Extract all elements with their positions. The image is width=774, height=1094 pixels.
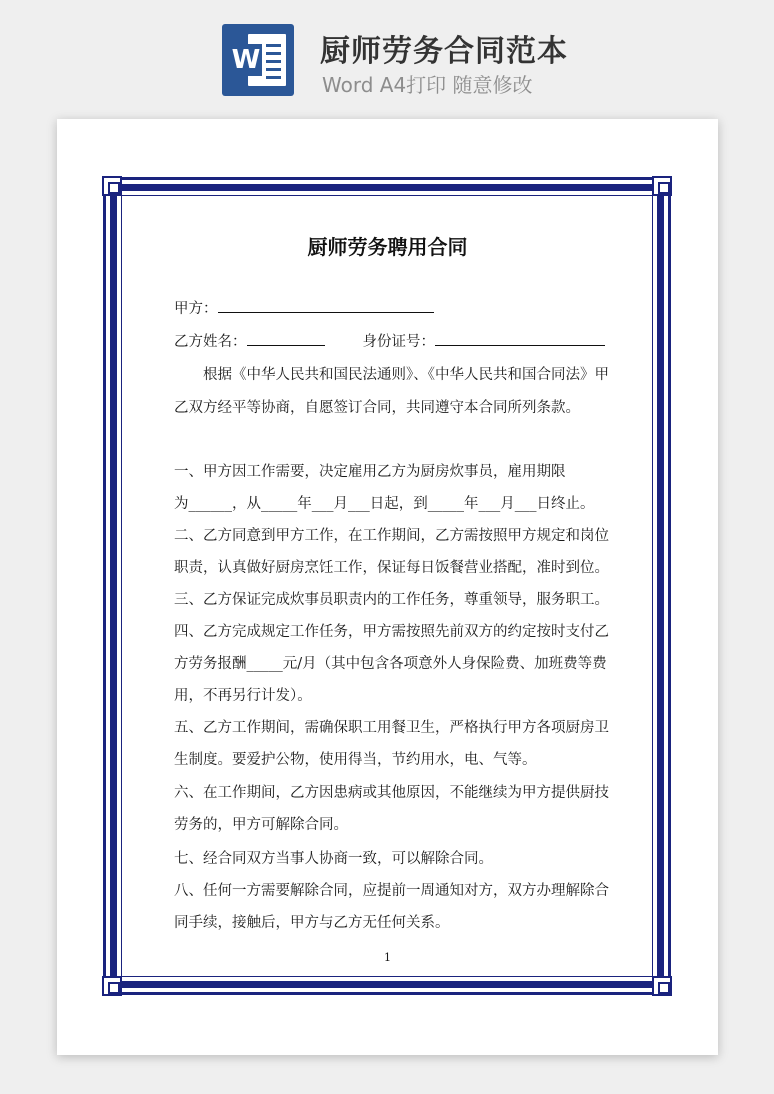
clause-1-line-2: 为______，从_____年___月___日起，到_____年___月___日终止。 [174, 496, 595, 512]
party-a-blank[interactable] [218, 311, 434, 313]
clause-4-line-2: 方劳务报酬_____元/月（其中包含各项意外人身保险费、加班费等费 [174, 656, 607, 672]
party-a-line [174, 297, 434, 318]
clause-5-line-1: 五、乙方工作期间，需确保职工用餐卫生，严格执行甲方各项厨房卫 [174, 720, 609, 736]
clause-8-line-1: 八、任何一方需要解除合同，应提前一周通知对方，双方办理解除合 [174, 883, 609, 899]
document-title: 厨师劳务聘用合同 [307, 235, 468, 259]
word-document-icon [222, 24, 294, 96]
party-b-name-label: 乙方姓名： [174, 334, 247, 350]
clause-4-line-1: 四、乙方完成规定工作任务，甲方需按照先前双方的约定按时支付乙 [174, 624, 609, 640]
clause-3-line-1: 三、乙方保证完成炊事员职责内的工作任务，尊重领导，服务职工。 [174, 592, 609, 608]
page-subtitle: Word A4打印 随意修改 [322, 73, 533, 97]
document-content [57, 119, 718, 1055]
clause-2-line-1: 二、乙方同意到甲方工作，在工作期间，乙方需按照甲方规定和岗位 [174, 528, 609, 544]
id-number-blank[interactable] [435, 344, 605, 346]
party-a-label: 甲方： [174, 301, 218, 317]
clause-5-line-2: 生制度。要爱护公物，使用得当，节约用水，电、气等。 [174, 752, 537, 768]
clause-1-line-1: 一、甲方因工作需要，决定雇用乙方为厨房炊事员，雇用期限 [174, 464, 566, 480]
intro-line-1: 根据《中华人民共和国民法通则》、《中华人民共和国合同法》甲 [203, 367, 609, 383]
page-number: 1 [384, 951, 391, 964]
party-b-line [174, 330, 605, 351]
page-title: 厨师劳务合同范本 [320, 34, 568, 69]
id-number-label: 身份证号： [362, 334, 435, 350]
clause-2-line-2: 职责，认真做好厨房烹饪工作，保证每日饭餐营业搭配，准时到位。 [174, 560, 609, 576]
clause-4-line-3: 用，不再另行计发）。 [174, 688, 312, 704]
document-page [57, 119, 718, 1055]
clause-7-line-1: 七、经合同双方当事人协商一致，可以解除合同。 [174, 851, 493, 867]
clause-6-line-2: 劳务的，甲方可解除合同。 [174, 817, 348, 833]
clause-8-line-2: 同手续，接触后，甲方与乙方无任何关系。 [174, 915, 450, 931]
clause-6-line-1: 六、在工作期间，乙方因患病或其他原因，不能继续为甲方提供厨技 [174, 785, 609, 801]
party-b-name-blank[interactable] [247, 344, 325, 346]
header [0, 0, 774, 110]
word-icon-letter: W [231, 45, 261, 75]
intro-line-2: 乙双方经平等协商，自愿签订合同，共同遵守本合同所列条款。 [174, 400, 580, 416]
